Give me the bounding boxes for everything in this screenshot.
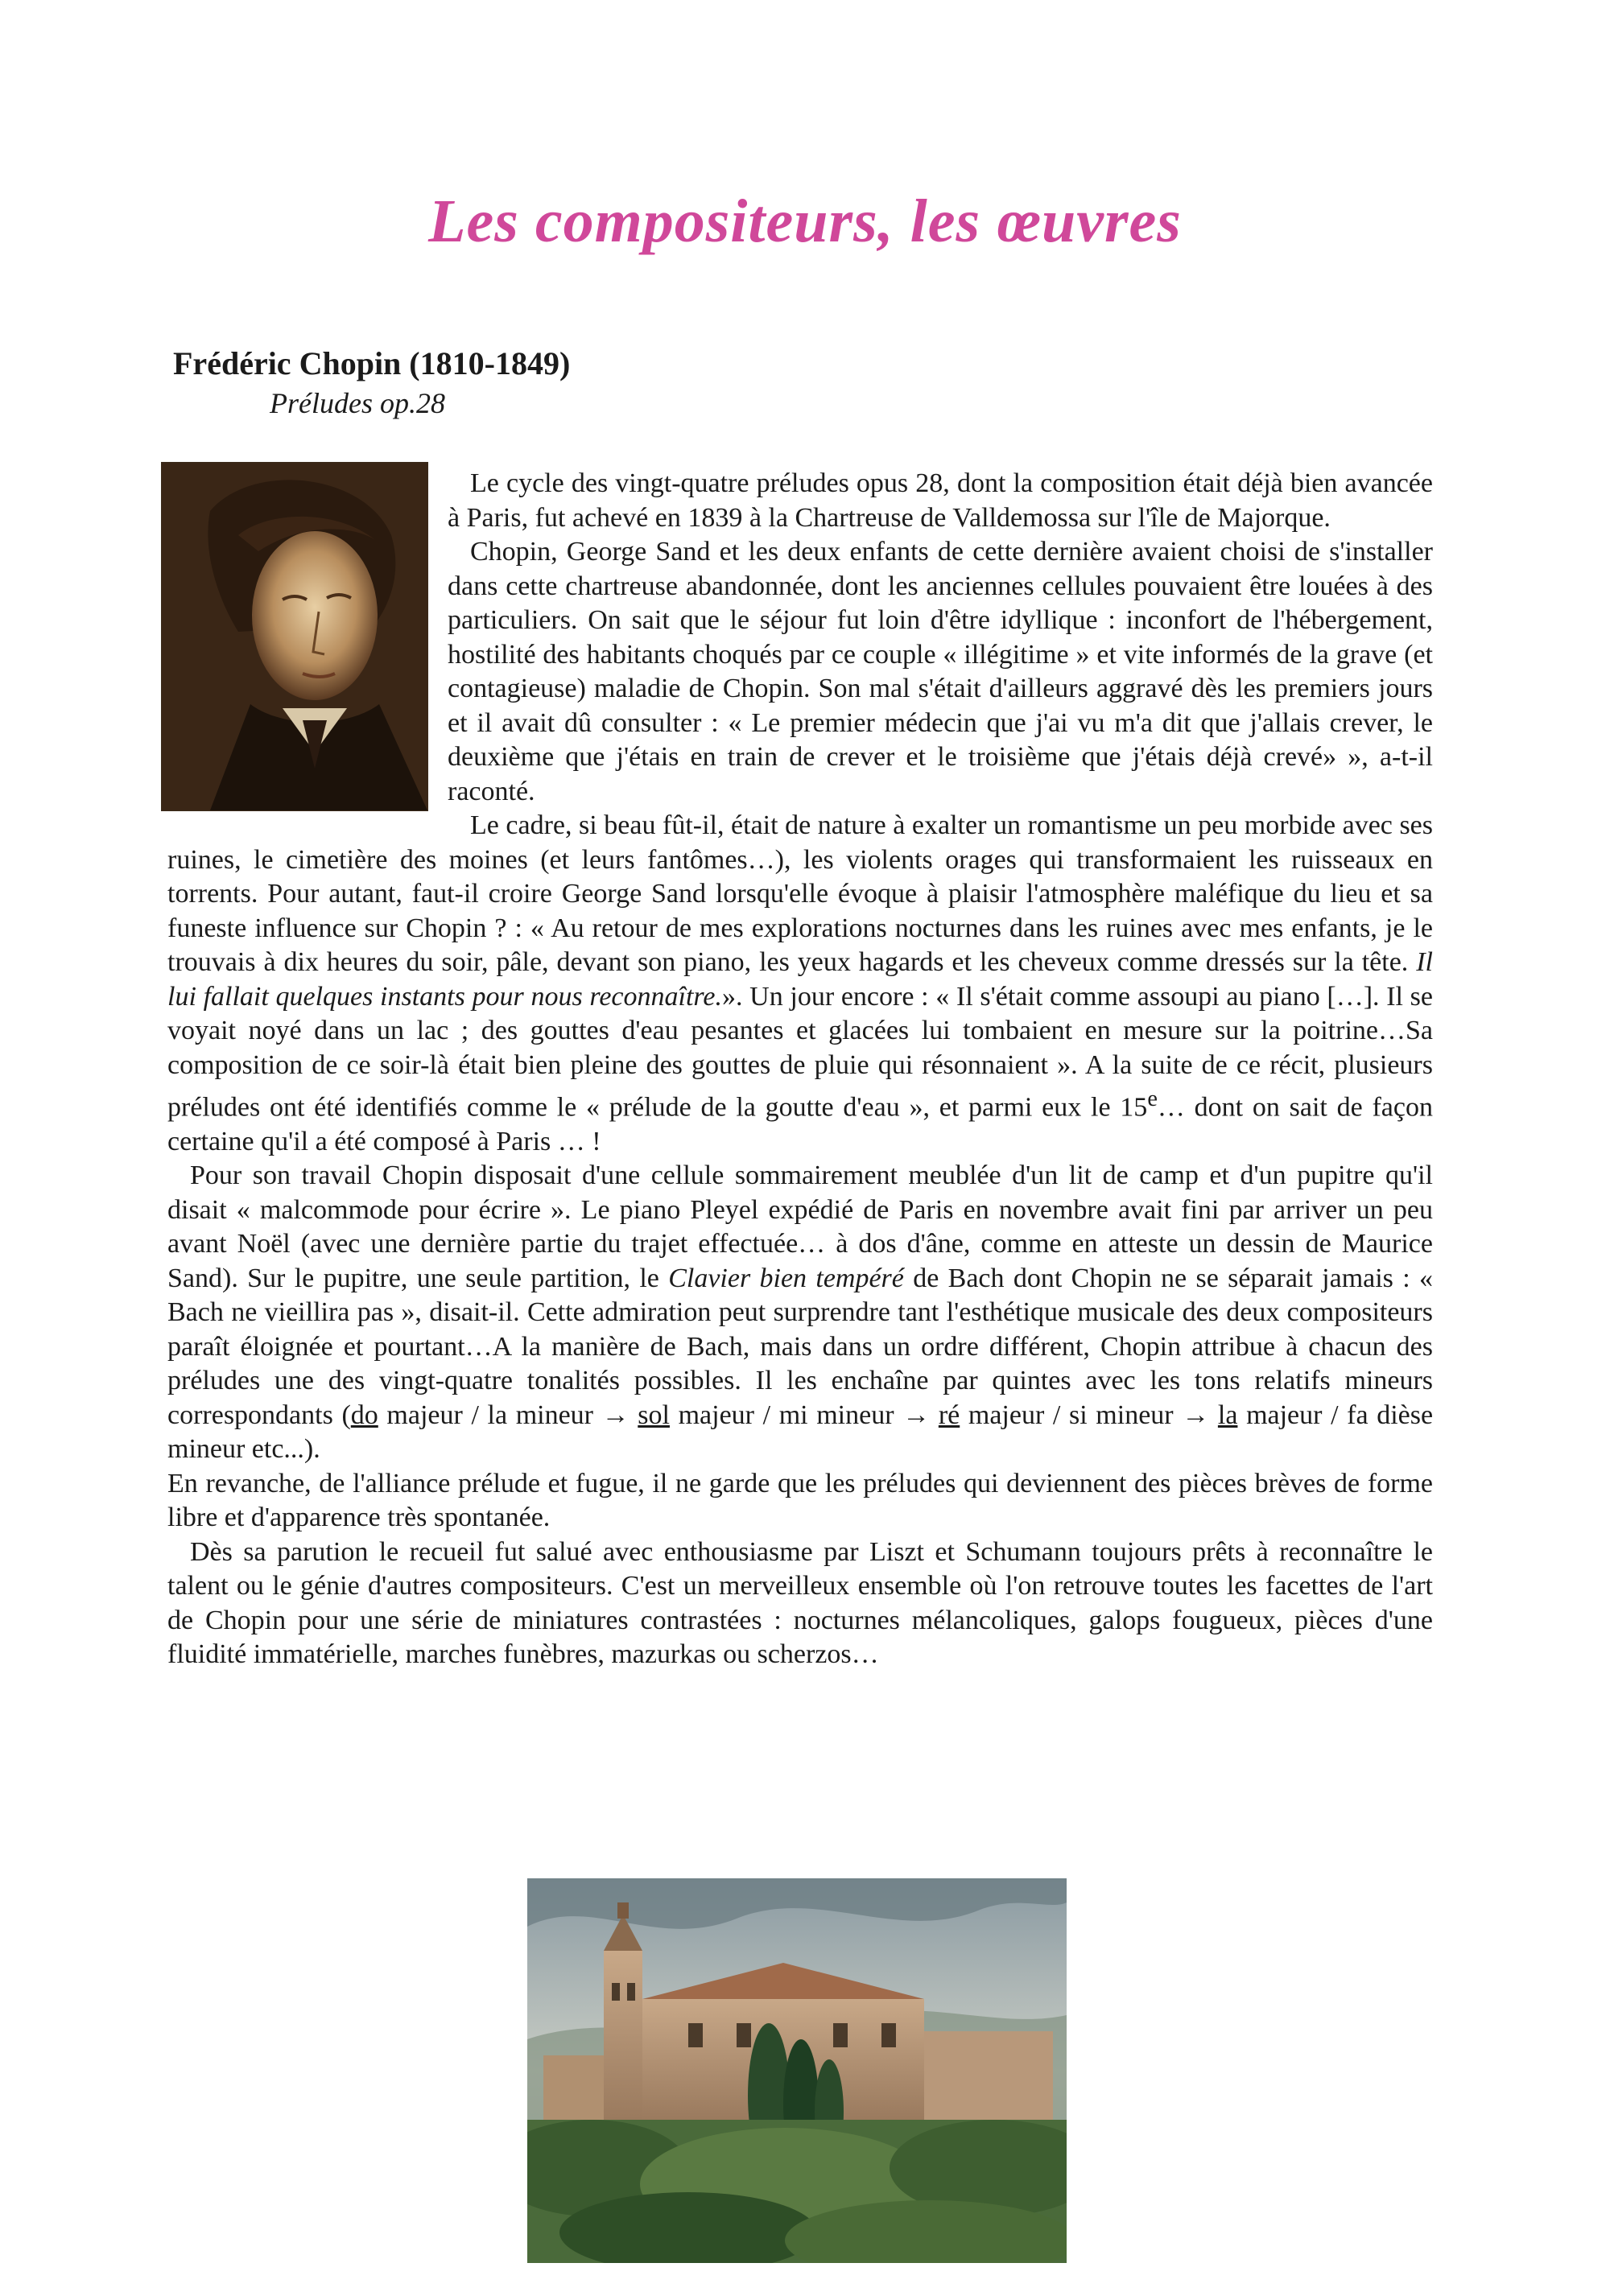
paragraph-4-italic: Clavier bien tempéré xyxy=(668,1263,904,1293)
paragraph-4-text-c: majeur / la mineur → xyxy=(386,1399,630,1430)
paragraph-4 xyxy=(167,1159,1433,1467)
paragraph-4-text-f: majeur / fa dièse mineur etc...). xyxy=(167,1399,1434,1465)
paragraph-4-text-e: majeur / si mineur → xyxy=(968,1399,1210,1430)
key-sol: sol xyxy=(638,1399,670,1430)
paragraph-3-text-c: … dont on sait de façon certaine qu'il a été composé à Paris … ! xyxy=(167,1092,1433,1156)
paragraph-3-italic: Il lui fallait quelques instants pour nous reconnaître. xyxy=(167,947,1434,1012)
paragraph-5: En revanche, de l'alliance prélude et fugue, il ne garde que les préludes qui deviennent des pièces brèves de forme libre et d'apparence très spontanée. xyxy=(167,1468,1433,1533)
composer-name: Frédéric Chopin (1810-1849) xyxy=(173,345,571,381)
paragraph-3-text-a: Le cadre, si beau fût-il, était de nature à exalter un romantisme un peu morbide avec ses ruines, le cimetière des moines (et leurs fantômes…), les violents orages qui transformaient les ruisseaux en torrents. Pour autant, faut-il croire George Sand lorsqu'elle évoque à plaisir l'atmosphère maléfique du lieu et sa funeste influence sur Chopin ? : « Au retour de mes explorations nocturnes dans les ruines avec mes enfants, je le trouvais à dix heures du soir, pâle, devant son piano, les yeux hagards et les cheveux comme dressés sur la tête. xyxy=(167,810,1433,977)
page-title: Les compositeurs, les œuvres xyxy=(428,188,1182,255)
key-la: la xyxy=(1217,1399,1238,1430)
article-body xyxy=(167,467,1433,1672)
valldemossa-chartreuse-photo xyxy=(527,1878,1067,2263)
paragraph-3 xyxy=(167,809,1433,1159)
paragraph-4-text-a: Pour son travail Chopin disposait d'une cellule sommairement meublée d'un lit de camp et d'un pupitre qu'il disait « malcommode pour écrire ». Le piano Pleyel expédié de Paris en novembre avait fini par arriver un peu avant Noël (avec une dernière partie du trajet effectuée… à dos d'âne, comme en atteste un dessin de Maurice Sand). Sur le pupitre, une seule partition, le xyxy=(167,1160,1433,1293)
paragraph-1: Le cycle des vingt-quatre préludes opus 28, dont la composition était déjà bien avancée à Paris, fut achevé en 1839 à la Chartreuse de Valldemossa sur l'île de Majorque. xyxy=(448,468,1433,533)
key-re: ré xyxy=(938,1399,960,1430)
key-do: do xyxy=(350,1399,378,1430)
paragraph-3-superscript: e xyxy=(1147,1086,1158,1111)
paragraph-6: Dès sa parution le recueil fut salué avec enthousiasme par Liszt et Schumann toujours prêts à reconnaître le talent ou le génie d'autres compositeurs. C'est un merveilleux ensemble où l'on retrouve toutes les facettes de l'art de Chopin pour une série de miniatures contrastées : nocturnes mélancoliques, galops fougueux, pièces d'une fluidité immatérielle, marches funèbres, mazurkas ou scherzos… xyxy=(167,1536,1433,1670)
paragraph-2: Chopin, George Sand et les deux enfants de cette dernière avaient choisi de s'installer dans cette chartreuse abandonnée, dont les anciennes cellules pouvaient être louées à des particuliers. On sait que le séjour fut loin d'être idyllique : inconfort de l'hébergement, hostilité des habitants choqués par ce couple « illégitime » et vite informés de la grave (et contagieuse) maladie de Chopin. Son mal s'était d'ailleurs aggravé dès les premiers jours et il avait dû consulter : « Le premier médecin que j'ai vu m'a dit que j'allais crever, le deuxième que j'étais en train de crever et le troisième que j'étais déjà crevé» », a-t-il raconté. xyxy=(448,537,1433,806)
paragraph-4-text-d: majeur / mi mineur → xyxy=(678,1399,931,1430)
work-title: Préludes op.28 xyxy=(270,387,445,419)
paragraph-4-text-b: de Bach dont Chopin ne se séparait jamais : « Bach ne vieillira pas », disait-il. Cette admiration peut surprendre tant l'esthétique musicale des deux compositeurs paraît éloignée et pourtant…A la manière de Bach, mais dans un ordre différent, Chopin attribue à chacun des préludes une des vingt-quatre tonalités possibles. Il les enchaîne par quintes avec les tons relatifs mineurs correspondants ( xyxy=(167,1263,1434,1430)
paragraph-3-text-b: ». Un jour encore : « Il s'était comme assoupi au piano […]. Il se voyait noyé dans un lac ; des gouttes d'eau pesantes et glacées lui tombaient en mesure sur la poitrine…Sa composition de ce soir-là était bien pleine des gouttes de pluie qui résonnaient ». A la suite de ce récit, plusieurs préludes ont été identifiés comme le « prélude de la goutte d'eau », et parmi eux le 15 xyxy=(167,981,1433,1123)
